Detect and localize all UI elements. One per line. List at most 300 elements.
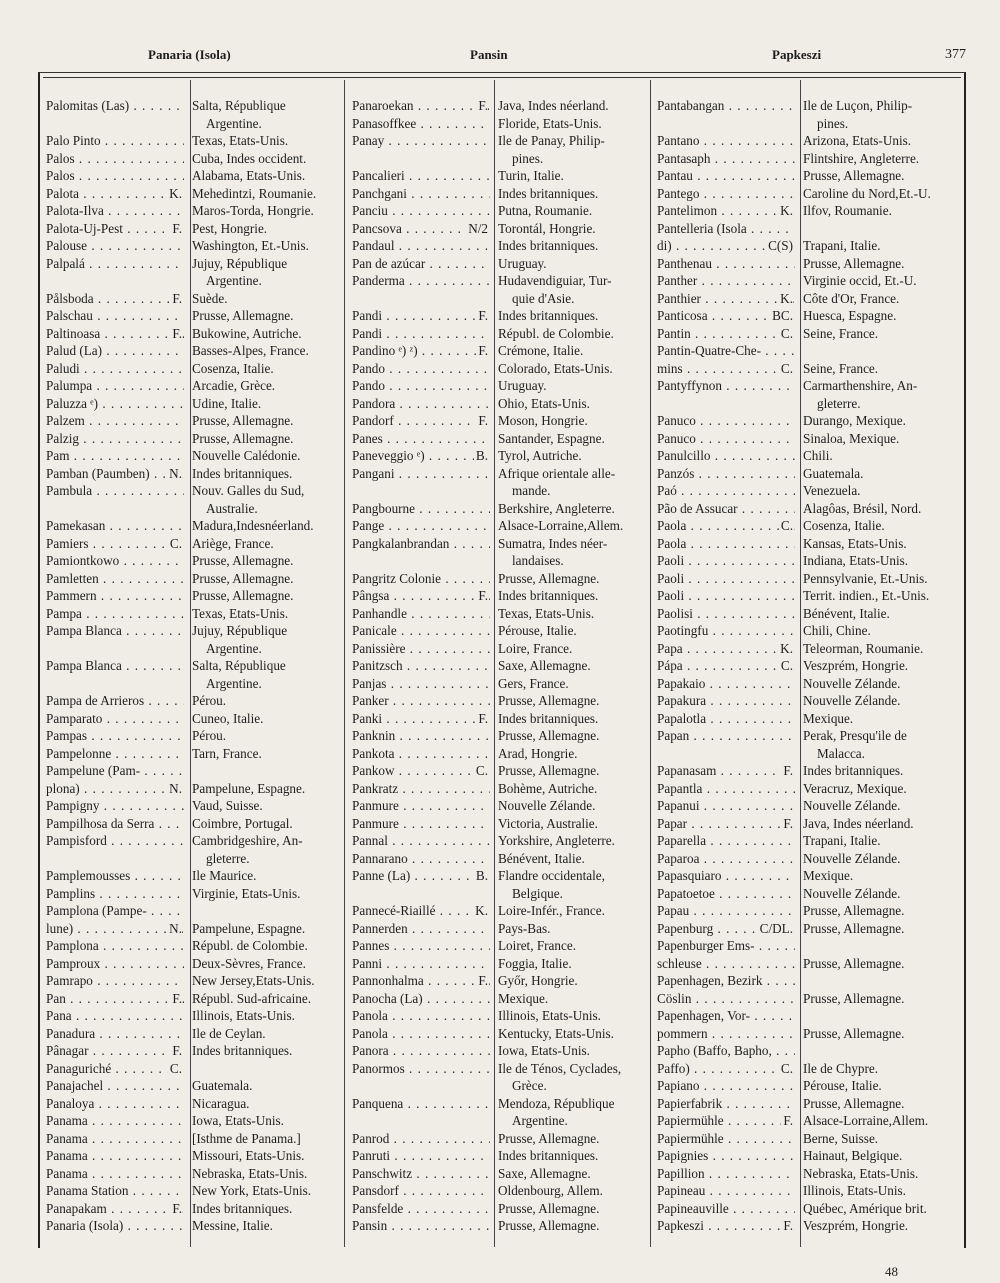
location: Gers, France. [498,675,569,691]
entry-row [657,360,957,378]
entry-row [46,1112,346,1130]
entry-row [657,727,957,745]
place-name: Pampa Blanca . . . [46,657,184,675]
entry-row [46,815,346,833]
location: Moson, Hongrie. [498,413,588,428]
entry-row [352,535,652,553]
location: Salta, République [192,98,286,113]
service-code: K. [780,290,793,306]
location: Alabama, Etats-Unis. [192,168,306,183]
location: Hainaut, Belgique. [803,1148,903,1163]
location: Cosenza, Italie. [192,360,274,376]
entry-row [352,692,652,710]
place-name: Panola . . . [352,1025,490,1043]
place-name: Pankota . . . [352,745,490,763]
location: Floride, Etats-Unis. [498,115,602,131]
location: Crémone, Italie. [498,343,584,358]
service-code: F. [783,815,793,831]
location: Indes britanniques. [498,710,599,726]
location: Ile de Luçon, Philip- [803,98,913,113]
location: Ile de Ceylan. [192,1025,266,1041]
place-name: Panama . . . [46,1165,184,1183]
place-name: Panicale . . . [352,622,490,640]
location: Huesca, Espagne. [803,308,897,323]
entry-row [46,342,346,360]
place-name: Panulcillo . . . [657,447,795,465]
service-code: N. [169,920,182,936]
place-name: Palo Pinto . . . [46,132,184,150]
location: Iowa, Etats-Unis. [192,1113,284,1128]
location: Foggia, Italie. [498,955,572,971]
location: Missouri, Etats-Unis. [192,1148,305,1163]
place-name: Palota . . . [46,185,184,203]
entry-row [657,1165,957,1183]
place-name: Palschau . . . [46,307,184,325]
place-name: Panki . . . [352,710,490,728]
place-name: Panni . . . [352,955,490,973]
place-name: Pampilhosa da Serra . . . [46,815,184,833]
location: Argentine. [512,1113,568,1128]
place-name: Papa . . . [657,640,795,658]
place-name: Pambula . . . [46,482,184,500]
entry-row [352,465,652,483]
place-name: Papanasam . . . [657,762,795,780]
location: Prusse, Allemagne. [803,920,905,936]
entry-row [46,797,346,815]
entry-row [657,1042,957,1060]
location: Kentucky, Etats-Unis. [498,1025,614,1041]
place-name: Panker . . . [352,692,490,710]
entry-row [657,412,957,430]
entry-row [352,220,652,238]
place-name: Paoli . . . [657,552,795,570]
location: Ile de Chypre. [803,1060,879,1076]
service-code: F. [478,413,488,428]
place-name: Papatoetoe . . . [657,885,795,903]
entry-row [46,1130,346,1148]
location: Pérouse, Italie. [498,623,577,638]
gazetteer-column-1 [46,97,346,1235]
place-name: Pamekasan . . . [46,517,184,535]
entry-row [46,1077,346,1095]
location: Veszprém, Hongrie. [803,1218,909,1233]
place-name: Papakaio . . . [657,675,795,693]
entry-row [46,255,346,273]
place-name: Pantin-Quatre-Che- . . . [657,342,795,360]
entry-row [352,97,652,115]
location: Prusse, Allemagne. [192,570,294,586]
place-name: Papignies . . . [657,1147,795,1165]
entry-row [657,1130,957,1148]
location: Washington, Et.-Unis. [192,238,309,253]
entry-row [46,1025,346,1043]
location: gleterre. [206,850,250,866]
entry-row [46,692,346,710]
entry-row [352,185,652,203]
place-name: Panchgani . . . [352,185,490,203]
service-code: C. [780,658,793,673]
place-name: Pancalieri . . . [352,167,490,185]
location: Java, Indes néerland. [803,815,914,831]
location: pines. [817,115,849,131]
service-code: K. [169,185,182,201]
location: Argentine. [206,273,262,288]
entry-row [657,1060,957,1078]
location: Virginie occid, Et.-U. [803,273,917,288]
place-name: Panola . . . [352,1007,490,1025]
entry-row [352,150,652,168]
place-name: Panther . . . [657,272,795,290]
place-name: Pammern . . . [46,587,184,605]
location: Pennsylvanie, Et.-Unis. [803,570,928,586]
place-name: pommern . . . [657,1025,795,1043]
entry-row [352,885,652,903]
location: Arcadie, Grèce. [192,378,276,393]
place-name: Paolisi . . . [657,605,795,623]
entry-row [657,115,957,133]
entry-row [46,1182,346,1200]
location: Indes britanniques. [498,588,599,603]
location: Côte d'Or, France. [803,290,900,306]
location: Républ. de Colombie. [192,938,308,953]
entry-row [352,1200,652,1218]
place-name: Panora . . . [352,1042,490,1060]
entry-row [352,797,652,815]
entry-row [657,272,957,290]
place-name: Pandorf . . . [352,412,490,430]
location: Mendoza, République [498,1095,615,1111]
entry-row [46,1165,346,1183]
location: Indes britanniques. [498,185,599,201]
place-name: Pantano . . . [657,132,795,150]
entry-row [657,447,957,465]
entry-row [657,1147,957,1165]
location: Pays-Bas. [498,920,551,936]
place-name: Papasquiaro . . . [657,867,795,885]
location: Saxe, Allemagne. [498,658,591,673]
service-code: F. [172,325,182,341]
entry-row [352,115,652,133]
entry-row [352,167,652,185]
entry-row [46,202,346,220]
entry-row [352,745,652,763]
place-name: Pange . . . [352,517,490,535]
location: Hudavendiguiar, Tur- [498,273,612,288]
entry-row [657,745,957,763]
location: Prusse, Allemagne. [498,763,600,778]
location: Veszprém, Hongrie. [803,658,909,673]
entry-row [657,937,957,955]
entry-row [46,727,346,745]
service-code: BC. [772,308,793,323]
place-name: Papenburger Ems- . . . [657,937,795,955]
entry-row [657,255,957,273]
location: Nouvelle Zélande. [803,693,901,708]
place-name: Palota-Ilva . . . [46,202,184,220]
location: Indes britanniques. [192,465,293,481]
entry-row [46,657,346,675]
place-name: Pamproux . . . [46,955,184,973]
place-name: Paoli . . . [657,570,795,588]
place-name: Panschwitz . . . [352,1165,490,1183]
place-name: Paó . . . [657,482,795,500]
location: Loire-Infér., France. [498,903,605,918]
place-name: Papiermühle . . . [657,1112,795,1130]
location: Sumatra, Indes néer- [498,535,608,551]
location: landaises. [512,553,564,568]
entry-row [46,115,346,133]
entry-row [352,1130,652,1148]
service-code: N/2 [468,220,488,236]
location: Illinois, Etats-Unis. [498,1008,601,1023]
location: Pérou. [192,693,227,708]
location: New Jersey,Etats-Unis. [192,973,315,988]
place-name: Pålsboda . . . [46,290,184,308]
entry-row [657,710,957,728]
entry-row [46,412,346,430]
place-name: Pamletten . . . [46,570,184,588]
place-name: Palomitas (Las) . . . [46,97,184,115]
entry-row [657,570,957,588]
entry-row [46,780,346,798]
location: Prusse, Allemagne. [803,168,905,183]
entry-row [657,482,957,500]
entry-row [46,185,346,203]
entry-row [46,885,346,903]
entry-row [657,377,957,395]
service-code: F. [478,343,488,358]
location: Berkshire, Angleterre. [498,500,615,516]
place-name: Paola . . . [657,517,795,535]
place-name: Pannarano . . . [352,850,490,868]
location: Victoria, Australie. [498,815,598,831]
entry-row [352,867,652,885]
entry-row [46,1095,346,1113]
place-name: Pandi . . . [352,307,490,325]
entry-row [46,377,346,395]
entry-row [352,1182,652,1200]
location: Prusse, Allemagne. [803,903,905,918]
entry-row [352,902,652,920]
place-name: Pantyffynon . . . [657,377,795,395]
entry-row [657,185,957,203]
location: Guatemala. [803,465,864,481]
entry-row [352,1060,652,1078]
entry-row [46,675,346,693]
place-name: Papierfabrik . . . [657,1095,795,1113]
location: Prusse, Allemagne. [803,1095,905,1111]
entry-row [657,622,957,640]
service-code: F. [478,973,488,988]
entry-row [657,97,957,115]
entry-row [657,1217,957,1235]
place-name: Panhandle . . . [352,605,490,623]
location: Indes britanniques. [498,308,599,323]
service-code: F. [783,1113,793,1128]
entry-row [657,430,957,448]
location: Nouvelle Zélande. [498,798,596,813]
place-name: Pantin . . . [657,325,795,343]
location: Pampelune, Espagne. [192,920,306,936]
entry-row [46,955,346,973]
place-name: Pantau . . . [657,167,795,185]
place-name: Pamiontkowo . . . [46,552,184,570]
place-name: Pamplins . . . [46,885,184,903]
location: Nouvelle Zélande. [803,850,901,866]
location: Seine, France. [803,325,879,341]
location: Udine, Italie. [192,395,262,411]
location: Santander, Espagne. [498,430,605,446]
place-name: Pam . . . [46,447,184,465]
service-code: F. [172,290,182,306]
place-name: Panmure . . . [352,815,490,833]
place-name: Palos . . . [46,150,184,168]
place-name: Panaroekan . . . [352,97,490,115]
service-code: K. [475,903,488,918]
place-name: Panuco . . . [657,412,795,430]
entry-row [657,902,957,920]
entry-row [352,1112,652,1130]
entry-row [352,237,652,255]
entry-row [46,290,346,308]
location: Deux-Sèvres, France. [192,955,306,971]
running-head-right: Papkeszi [772,47,822,62]
entry-row [657,920,957,938]
location: Tyrol, Autriche. [498,448,582,463]
service-code: N. [169,465,182,481]
location: Ile de Panay, Philip- [498,133,605,148]
place-name: Panthier . . . [657,290,795,308]
entry-row [657,990,957,1008]
entry-row [46,447,346,465]
place-name: Pangani . . . [352,465,490,483]
place-name: Paneveggio ᵉ) . . . [352,447,490,465]
entry-row [352,325,652,343]
place-name: Panuco . . . [657,430,795,448]
location: Java, Indes néerland. [498,98,609,113]
location: Suède. [192,290,228,306]
place-name: Pandi . . . [352,325,490,343]
place-name: Pângsa . . . [352,587,490,605]
location: Texas, Etats-Unis. [192,133,289,148]
place-name: Panissière . . . [352,640,490,658]
location: Trapani, Italie. [803,833,881,848]
place-name: Pancsova . . . [352,220,490,238]
location: Basses-Alpes, France. [192,343,309,358]
location: Loire, France. [498,640,573,656]
location: Belgique. [512,885,563,901]
place-name: Cöslin . . . [657,990,795,1008]
entry-row [352,272,652,290]
location: Pérou. [192,728,227,743]
place-name: Panes . . . [352,430,490,448]
entry-row [657,640,957,658]
place-name: Pansfelde . . . [352,1200,490,1218]
location: mande. [512,483,551,498]
location: Prusse, Allemagne. [498,1200,600,1216]
entry-row [657,867,957,885]
location: Coimbre, Portugal. [192,815,293,831]
place-name: Pannal . . . [352,832,490,850]
location: Perak, Presqu'ile de [803,728,907,743]
entry-row [657,325,957,343]
place-name: Pangkalanbrandan . . . [352,535,490,553]
entry-row [352,430,652,448]
place-name: Papkeszi . . . [657,1217,795,1235]
location: Sinaloa, Mexique. [803,430,900,446]
entry-row [352,1042,652,1060]
gazetteer-column-2 [352,97,652,1235]
service-code: C(S) [768,238,793,253]
location: Salta, République [192,658,286,673]
place-name: Papenhagen, Vor- . . . [657,1007,795,1025]
place-name: Pampa . . . [46,605,184,623]
location: Flintshire, Angleterre. [803,150,920,166]
location: Républ. Sud-africaine. [192,990,312,1006]
entry-row [352,762,652,780]
location: Colorado, Etats-Unis. [498,360,613,376]
entry-row [46,762,346,780]
entry-row [657,762,957,780]
location: Prusse, Allemagne. [498,1218,600,1233]
place-name: Panama . . . [46,1130,184,1148]
place-name: schleuse . . . [657,955,795,973]
entry-row [352,447,652,465]
entry-row [657,1182,957,1200]
entry-row [657,307,957,325]
location: Prusse, Allemagne. [803,990,905,1006]
entry-row [657,885,957,903]
place-name: Pamplona . . . [46,937,184,955]
place-name: Pankow . . . [352,762,490,780]
entry-row [657,657,957,675]
place-name: Panaloya . . . [46,1095,184,1113]
place-name: mins . . . [657,360,795,378]
place-name: Panknin . . . [352,727,490,745]
place-name: Pânagar . . . [46,1042,184,1060]
location: Pest, Hongrie. [192,220,268,236]
place-name: Pando . . . [352,360,490,378]
entry-row [46,622,346,640]
entry-row [352,412,652,430]
place-name: Pamplona (Pampe- . . . [46,902,184,920]
place-name: Pantelleria (Isola . . . [657,220,795,238]
entry-row [657,815,957,833]
entry-row [352,517,652,535]
location: Indes britanniques. [192,1043,293,1058]
entry-row [657,587,957,605]
location: Nebraska, Etats-Unis. [192,1165,308,1181]
entry-row [352,1217,652,1235]
place-name: Pangbourne . . . [352,500,490,518]
location: Ohio, Etats-Unis. [498,395,590,411]
place-name: Pando . . . [352,377,490,395]
entry-row [657,517,957,535]
service-code: K. [780,203,793,218]
entry-row [46,745,346,763]
place-name: lune) . . . [46,920,184,938]
place-name: Panama . . . [46,1147,184,1165]
location: Prusse, Allemagne. [192,553,294,568]
location: Mehedintzi, Roumanie. [192,185,317,201]
place-name: Palouse . . . [46,237,184,255]
entry-row [46,832,346,850]
place-name: Pansdorf . . . [352,1182,490,1200]
place-name: Panama . . . [46,1112,184,1130]
place-name: Paparella . . . [657,832,795,850]
location: Alsace-Lorraine,Allem. [803,1113,929,1128]
place-name: Pamrapo . . . [46,972,184,990]
